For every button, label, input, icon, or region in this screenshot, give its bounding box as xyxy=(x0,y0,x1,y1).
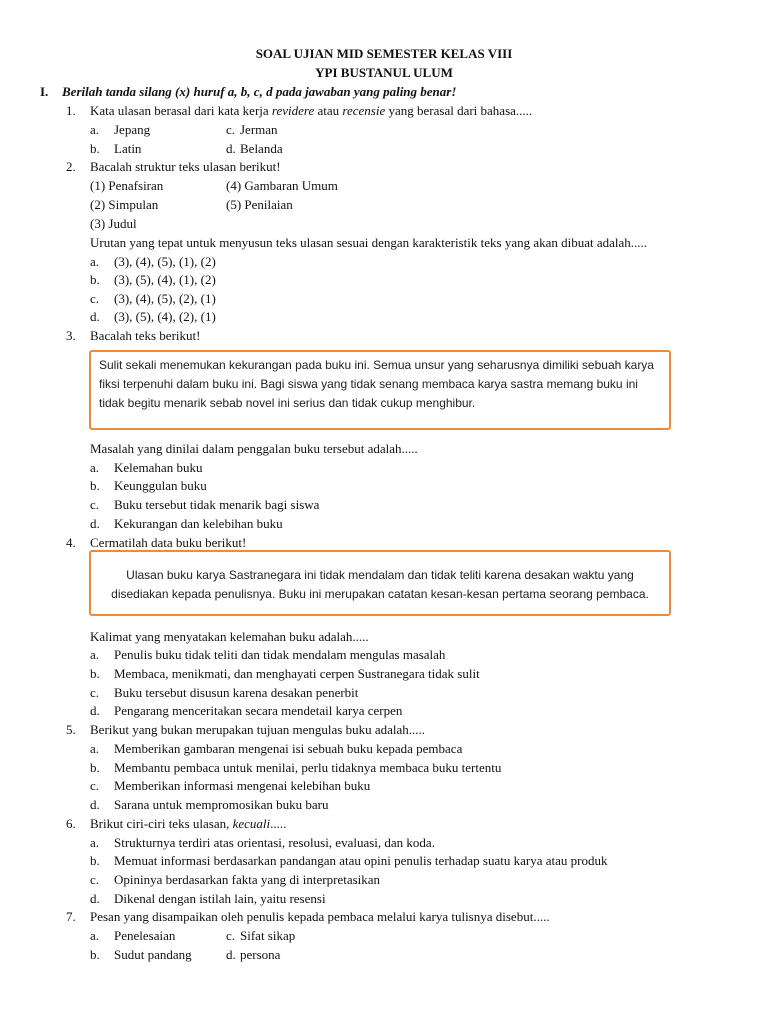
option-c[interactable] xyxy=(90,871,380,889)
question-text: Brikut ciri-ciri teks ulasan, xyxy=(90,816,233,831)
passage-box: Ulasan buku karya Sastranegara ini tidak mendalam dan tidak teliti karena desakan waktu yang disediakan kepada penulisnya. Buku ini merupakan catatan kesan-kesan pertama seorang pembaca. xyxy=(89,550,671,616)
question-text: Kata ulasan berasal dari kata kerja xyxy=(90,103,272,118)
option-text: Pengarang menceritakan secara mendetail karya cerpen xyxy=(114,703,403,718)
question-number: 2. xyxy=(66,159,76,174)
question-text: Bacalah struktur teks ulasan berikut! xyxy=(90,159,281,174)
option-letter: b. xyxy=(90,272,100,287)
question-number: 7. xyxy=(66,909,76,924)
question-text: Cermatilah data buku berikut! xyxy=(90,535,247,550)
option-b[interactable] xyxy=(90,271,216,289)
structure-item: (4) Gambaran Umum xyxy=(226,178,338,193)
option-letter: b. xyxy=(90,478,100,493)
section-number: I. xyxy=(40,84,49,99)
question-prompt: Urutan yang tepat untuk menyusun teks ulasan sesuai dengan karakteristik teks yang akan dibuat adalah..... xyxy=(90,235,648,250)
question-prompt: Kalimat yang menyatakan kelemahan buku adalah..... xyxy=(90,629,369,644)
exam-title: SOAL UJIAN MID SEMESTER KELAS VIII xyxy=(255,46,513,61)
option-text: Penulis buku tidak teliti dan tidak mendalam mengulas masalah xyxy=(114,647,446,662)
option-c[interactable] xyxy=(226,927,295,945)
option-text: Latin xyxy=(114,141,142,156)
question-number: 1. xyxy=(66,103,76,118)
option-letter: b. xyxy=(90,853,100,868)
option-letter: c. xyxy=(90,778,100,793)
question-term: revidere xyxy=(271,103,315,118)
option-text: Dikenal dengan istilah lain, yaitu resensi xyxy=(114,891,326,906)
option-a[interactable] xyxy=(90,253,216,271)
option-text: (3), (4), (5), (1), (2) xyxy=(114,254,216,269)
option-text: Membantu pembaca untuk menilai, perlu tidaknya membaca buku tertentu xyxy=(114,760,502,775)
structure-item: (3) Judul xyxy=(90,216,137,231)
option-text: (3), (4), (5), (2), (1) xyxy=(114,291,216,306)
option-a[interactable] xyxy=(90,459,202,477)
question-text: ..... xyxy=(270,816,287,831)
option-letter: d. xyxy=(226,141,236,156)
option-a[interactable] xyxy=(90,834,435,852)
option-d[interactable] xyxy=(90,796,328,814)
option-text: Kelemahan buku xyxy=(114,460,203,475)
option-letter: a. xyxy=(90,647,100,662)
option-b[interactable] xyxy=(90,759,501,777)
option-text: Buku tersebut disusun karena desakan penerbit xyxy=(114,685,359,700)
option-b[interactable] xyxy=(90,665,480,683)
option-c[interactable] xyxy=(90,290,216,308)
option-letter: b. xyxy=(90,760,100,775)
option-text: Opininya berdasarkan fakta yang di interpretasikan xyxy=(114,872,381,887)
option-text: Jerman xyxy=(240,122,278,137)
question-1 xyxy=(66,102,532,120)
option-text: Sudut pandang xyxy=(114,947,192,962)
option-letter: a. xyxy=(90,928,100,943)
option-letter: b. xyxy=(90,666,100,681)
option-c[interactable] xyxy=(226,121,278,139)
option-text: Belanda xyxy=(240,141,283,156)
question-term: recensie xyxy=(342,103,386,118)
option-a[interactable] xyxy=(90,646,445,664)
instruction-text: Berilah tanda silang (x) huruf a, b, c, d pada jawaban yang paling benar! xyxy=(62,84,457,99)
option-letter: d. xyxy=(90,891,100,906)
option-letter: d. xyxy=(226,947,236,962)
option-c[interactable] xyxy=(90,496,319,514)
passage-box: Sulit sekali menemukan kekurangan pada buku ini. Semua unsur yang seharusnya dimiliki sebuah karya fiksi terpenuhi dalam buku ini. Bagi siswa yang tidak senang membaca karya sastra memang buku ini tidak begitu menarik sebab novel ini serius dan tidak cukup menghibur. xyxy=(89,350,671,430)
question-number: 5. xyxy=(66,722,76,737)
option-letter: a. xyxy=(90,835,100,850)
option-c[interactable] xyxy=(90,684,358,702)
option-a[interactable] xyxy=(90,121,150,139)
option-text: (3), (5), (4), (1), (2) xyxy=(114,272,216,287)
option-letter: d. xyxy=(90,309,100,324)
option-text: Penelesaian xyxy=(114,928,176,943)
option-text: persona xyxy=(240,947,281,962)
question-number: 4. xyxy=(66,535,76,550)
option-letter: a. xyxy=(90,741,100,756)
option-a[interactable] xyxy=(90,740,462,758)
option-text: Jepang xyxy=(114,122,151,137)
option-text: Memuat informasi berdasarkan pandangan atau opini penulis terhadap suatu karya atau produk xyxy=(114,853,608,868)
option-b[interactable] xyxy=(90,946,192,964)
question-text: Berikut yang bukan merupakan tujuan mengulas buku adalah..... xyxy=(90,722,426,737)
structure-item: (5) Penilaian xyxy=(226,197,293,212)
school-name: YPI BUSTANUL ULUM xyxy=(315,65,453,80)
option-b[interactable] xyxy=(90,477,207,495)
option-letter: d. xyxy=(90,516,100,531)
option-text: Sarana untuk mempromosikan buku baru xyxy=(114,797,329,812)
question-number: 6. xyxy=(66,816,76,831)
question-number: 3. xyxy=(66,328,76,343)
option-letter: c. xyxy=(90,685,100,700)
option-d[interactable] xyxy=(90,308,216,326)
structure-item: (2) Simpulan xyxy=(90,197,159,212)
question-6 xyxy=(66,815,286,833)
option-text: Sifat sikap xyxy=(240,928,296,943)
question-7 xyxy=(66,908,550,926)
question-emphasis: kecuali xyxy=(232,816,271,831)
question-text: Bacalah teks berikut! xyxy=(90,328,201,343)
option-text: Kekurangan dan kelebihan buku xyxy=(114,516,283,531)
option-letter: c. xyxy=(90,497,100,512)
question-text: atau xyxy=(314,103,343,118)
option-text: Memberikan informasi mengenai kelebihan buku xyxy=(114,778,371,793)
option-letter: c. xyxy=(226,928,236,943)
option-d[interactable] xyxy=(226,140,283,158)
option-text: Buku tersebut tidak menarik bagi siswa xyxy=(114,497,320,512)
section-instruction xyxy=(40,84,456,100)
option-d[interactable] xyxy=(90,702,402,720)
question-3 xyxy=(66,327,200,345)
option-d[interactable] xyxy=(90,515,283,533)
option-letter: c. xyxy=(226,122,236,137)
option-letter: a. xyxy=(90,122,100,137)
option-text: Membaca, menikmati, dan menghayati cerpen Sustranegara tidak sulit xyxy=(114,666,480,681)
option-text: (3), (5), (4), (2), (1) xyxy=(114,309,216,324)
option-d[interactable] xyxy=(226,946,280,964)
option-text: Keunggulan buku xyxy=(114,478,207,493)
option-b[interactable] xyxy=(90,852,607,870)
option-letter: b. xyxy=(90,141,100,156)
question-5 xyxy=(66,721,425,739)
option-d[interactable] xyxy=(90,890,326,908)
question-2 xyxy=(66,158,281,176)
question-text: Pesan yang disampaikan oleh penulis kepada pembaca melalui karya tulisnya disebut..... xyxy=(90,909,550,924)
option-letter: d. xyxy=(90,703,100,718)
structure-item: (1) Penafsiran xyxy=(90,178,164,193)
option-letter: a. xyxy=(90,254,100,269)
option-text: Strukturnya terdiri atas orientasi, resolusi, evaluasi, dan koda. xyxy=(114,835,435,850)
option-text: Memberikan gambaran mengenai isi sebuah buku kepada pembaca xyxy=(114,741,463,756)
option-letter: c. xyxy=(90,872,100,887)
option-b[interactable] xyxy=(90,140,141,158)
option-letter: b. xyxy=(90,947,100,962)
option-letter: a. xyxy=(90,460,100,475)
option-a[interactable] xyxy=(90,927,175,945)
question-text: yang berasal dari bahasa..... xyxy=(385,103,533,118)
question-prompt: Masalah yang dinilai dalam penggalan buku tersebut adalah..... xyxy=(90,441,418,456)
option-c[interactable] xyxy=(90,777,370,795)
option-letter: d. xyxy=(90,797,100,812)
option-letter: c. xyxy=(90,291,100,306)
